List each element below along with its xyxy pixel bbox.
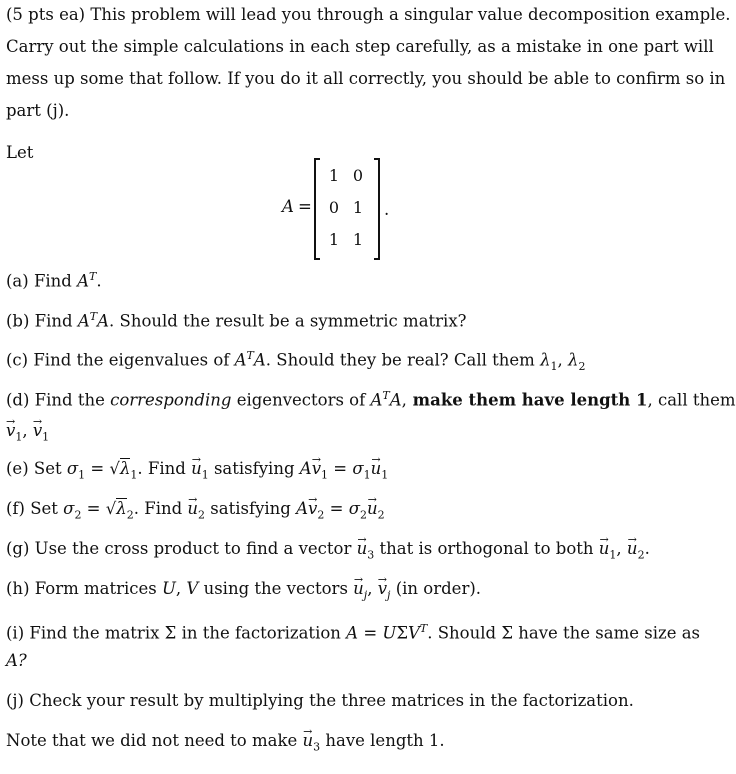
part-h bbox=[6, 578, 481, 606]
subscript: 1 bbox=[130, 468, 138, 482]
matrix-cell: 1 bbox=[352, 230, 364, 249]
part-j: (j) Check your result by multiplying the three matrices in the factorization. bbox=[6, 691, 634, 710]
part-i-mid: in the factorization bbox=[176, 623, 347, 643]
punct: , bbox=[175, 579, 187, 598]
subscript: 1 bbox=[381, 468, 389, 482]
part-d-vectors bbox=[6, 420, 49, 448]
part-d-text: (d) Find the bbox=[6, 390, 111, 410]
math-var: U bbox=[162, 579, 176, 598]
math-var: A bbox=[97, 311, 110, 331]
note bbox=[6, 730, 445, 758]
vector-v: → v bbox=[6, 420, 15, 442]
math-var: A bbox=[299, 459, 312, 478]
part-i-text: (i) Find the matrix bbox=[6, 623, 165, 643]
vector-u: → u bbox=[302, 730, 313, 752]
equals: = bbox=[324, 499, 349, 518]
math-var: A bbox=[234, 350, 247, 370]
math-var: A bbox=[389, 390, 402, 410]
math-sup: T bbox=[382, 389, 390, 402]
part-c-text: (c) Find the eigenvalues of bbox=[6, 350, 235, 370]
math-sup: T bbox=[89, 270, 97, 283]
subscript: j bbox=[363, 588, 368, 602]
math-var: V bbox=[407, 623, 420, 643]
matrix-name: A bbox=[282, 197, 294, 216]
let-label: Let bbox=[6, 143, 34, 162]
part-i-cont: A? bbox=[6, 651, 27, 670]
vector-u: → u bbox=[357, 538, 368, 560]
math-sup: T bbox=[89, 310, 98, 323]
sigma: σ bbox=[352, 459, 364, 478]
punct: , bbox=[557, 350, 569, 370]
equals: = bbox=[358, 623, 383, 643]
part-a-text: (a) Find bbox=[6, 271, 78, 291]
math-var: A bbox=[296, 499, 309, 518]
part-d-end: , call them bbox=[647, 390, 736, 410]
subscript: 2 bbox=[126, 508, 134, 522]
part-g bbox=[6, 538, 650, 566]
subscript: 2 bbox=[317, 508, 325, 522]
part-e bbox=[6, 458, 388, 486]
punct: . bbox=[644, 539, 650, 558]
matrix-equals: = bbox=[298, 197, 312, 216]
math-var: A bbox=[77, 311, 90, 331]
subscript: 1 bbox=[42, 430, 50, 444]
matrix-trailing-dot: . bbox=[384, 200, 390, 219]
punct: , bbox=[616, 539, 627, 558]
punct: , bbox=[367, 579, 378, 598]
intro-line-4: part (j). bbox=[6, 101, 70, 120]
sqrt-symbol: √ bbox=[109, 459, 120, 478]
subscript: 1 bbox=[15, 430, 23, 444]
math-var: V bbox=[186, 579, 199, 598]
vector-u: → u bbox=[187, 498, 198, 520]
part-d-mid: eigenvectors of bbox=[231, 390, 371, 410]
part-b-rest: . Should the result be a symmetric matrix? bbox=[109, 311, 467, 331]
part-b bbox=[6, 306, 466, 333]
intro-line-1: (5 pts ea) This problem will lead you through a singular value decomposition example. bbox=[6, 5, 731, 24]
note-start: Note that we did not need to make bbox=[6, 731, 303, 750]
part-f-text: (f) Set bbox=[6, 499, 64, 518]
part-e-text: (e) Set bbox=[6, 459, 67, 478]
note-end: have length 1. bbox=[320, 731, 445, 750]
sigma: σ bbox=[66, 459, 79, 478]
part-h-mid: using the vectors bbox=[198, 579, 354, 598]
lambda: λ bbox=[568, 350, 579, 370]
sigma-capital: Σ bbox=[501, 623, 513, 643]
matrix-A bbox=[314, 160, 380, 258]
part-a bbox=[6, 266, 102, 293]
subscript: 2 bbox=[578, 359, 586, 373]
matrix-cell: 1 bbox=[328, 230, 340, 249]
vector-u: → u bbox=[367, 498, 378, 520]
part-e-find: . Find bbox=[137, 459, 192, 478]
subscript: 1 bbox=[321, 468, 329, 482]
vector-u: → u bbox=[353, 578, 364, 600]
math-var: A bbox=[77, 271, 90, 291]
subscript: 3 bbox=[313, 740, 321, 754]
subscript: 2 bbox=[637, 548, 645, 562]
bold-text: make them have length 1 bbox=[406, 390, 648, 410]
punct: , bbox=[401, 390, 407, 410]
sigma-capital: Σ bbox=[396, 623, 408, 643]
math-var: A bbox=[370, 390, 383, 410]
subscript: 2 bbox=[377, 508, 385, 522]
part-f-satisfying: satisfying bbox=[205, 499, 297, 518]
subscript: 2 bbox=[74, 508, 82, 522]
part-g-text: (g) Use the cross product to find a vector bbox=[6, 539, 357, 558]
math-var: A bbox=[346, 623, 359, 643]
part-f bbox=[6, 498, 385, 526]
matrix-cell: 1 bbox=[328, 166, 340, 185]
matrix-cell: 0 bbox=[352, 166, 364, 185]
lambda: λ bbox=[116, 499, 127, 518]
subscript: 1 bbox=[363, 468, 371, 482]
part-c bbox=[6, 345, 586, 378]
part-c-rest: . Should they be real? Call them bbox=[265, 350, 541, 370]
subscript: j bbox=[387, 588, 391, 602]
subscript: 1 bbox=[550, 359, 558, 373]
subscript: 1 bbox=[609, 548, 617, 562]
subscript: 1 bbox=[78, 468, 86, 482]
sigma-capital: Σ bbox=[164, 623, 177, 643]
part-d bbox=[6, 385, 736, 412]
vector-v: → v bbox=[378, 578, 387, 600]
part-h-text: (h) Form matrices bbox=[6, 579, 163, 598]
lambda: λ bbox=[540, 350, 551, 370]
equals: = bbox=[85, 459, 110, 478]
lambda: λ bbox=[119, 459, 131, 478]
math-var: A bbox=[253, 350, 266, 370]
vector-u: → u bbox=[371, 458, 382, 480]
emphasis: corresponding bbox=[110, 390, 232, 410]
vector-u: → u bbox=[599, 538, 610, 560]
part-i-rest2: have the same size as bbox=[513, 623, 701, 643]
vector-v: → v bbox=[312, 458, 321, 480]
intro-line-2: Carry out the simple calculations in each step carefully, as a mistake in one part will bbox=[6, 37, 714, 56]
math-sup: T bbox=[246, 349, 254, 362]
math-var: U bbox=[382, 623, 397, 643]
vector-u: → u bbox=[191, 458, 202, 480]
part-g-mid: that is orthogonal to both bbox=[374, 539, 599, 558]
part-e-satisfying: satisfying bbox=[208, 459, 300, 478]
matrix-cell: 0 bbox=[328, 198, 340, 217]
part-f-find: . Find bbox=[133, 499, 188, 518]
subscript: 1 bbox=[201, 468, 209, 482]
vector-v: → v bbox=[308, 498, 317, 520]
part-i-rest: . Should bbox=[427, 623, 502, 643]
equals: = bbox=[328, 459, 353, 478]
punct: , bbox=[22, 421, 33, 440]
math-sup: T bbox=[419, 622, 428, 635]
part-i bbox=[6, 618, 700, 645]
intro-line-3: mess up some that follow. If you do it all correctly, you should be able to confirm so in bbox=[6, 69, 726, 88]
subscript: 2 bbox=[198, 508, 206, 522]
sigma: σ bbox=[63, 499, 75, 518]
matrix-cell: 1 bbox=[352, 198, 364, 217]
vector-v: → v bbox=[33, 420, 42, 442]
subscript: 3 bbox=[367, 548, 375, 562]
sqrt-symbol: √ bbox=[105, 499, 117, 518]
equals: = bbox=[81, 499, 106, 518]
punct: . bbox=[96, 271, 102, 291]
vector-u: → u bbox=[627, 538, 638, 560]
sigma: σ bbox=[348, 499, 360, 518]
part-b-text: (b) Find bbox=[6, 311, 78, 331]
subscript: 2 bbox=[359, 508, 367, 522]
part-h-end: (in order). bbox=[390, 579, 482, 598]
